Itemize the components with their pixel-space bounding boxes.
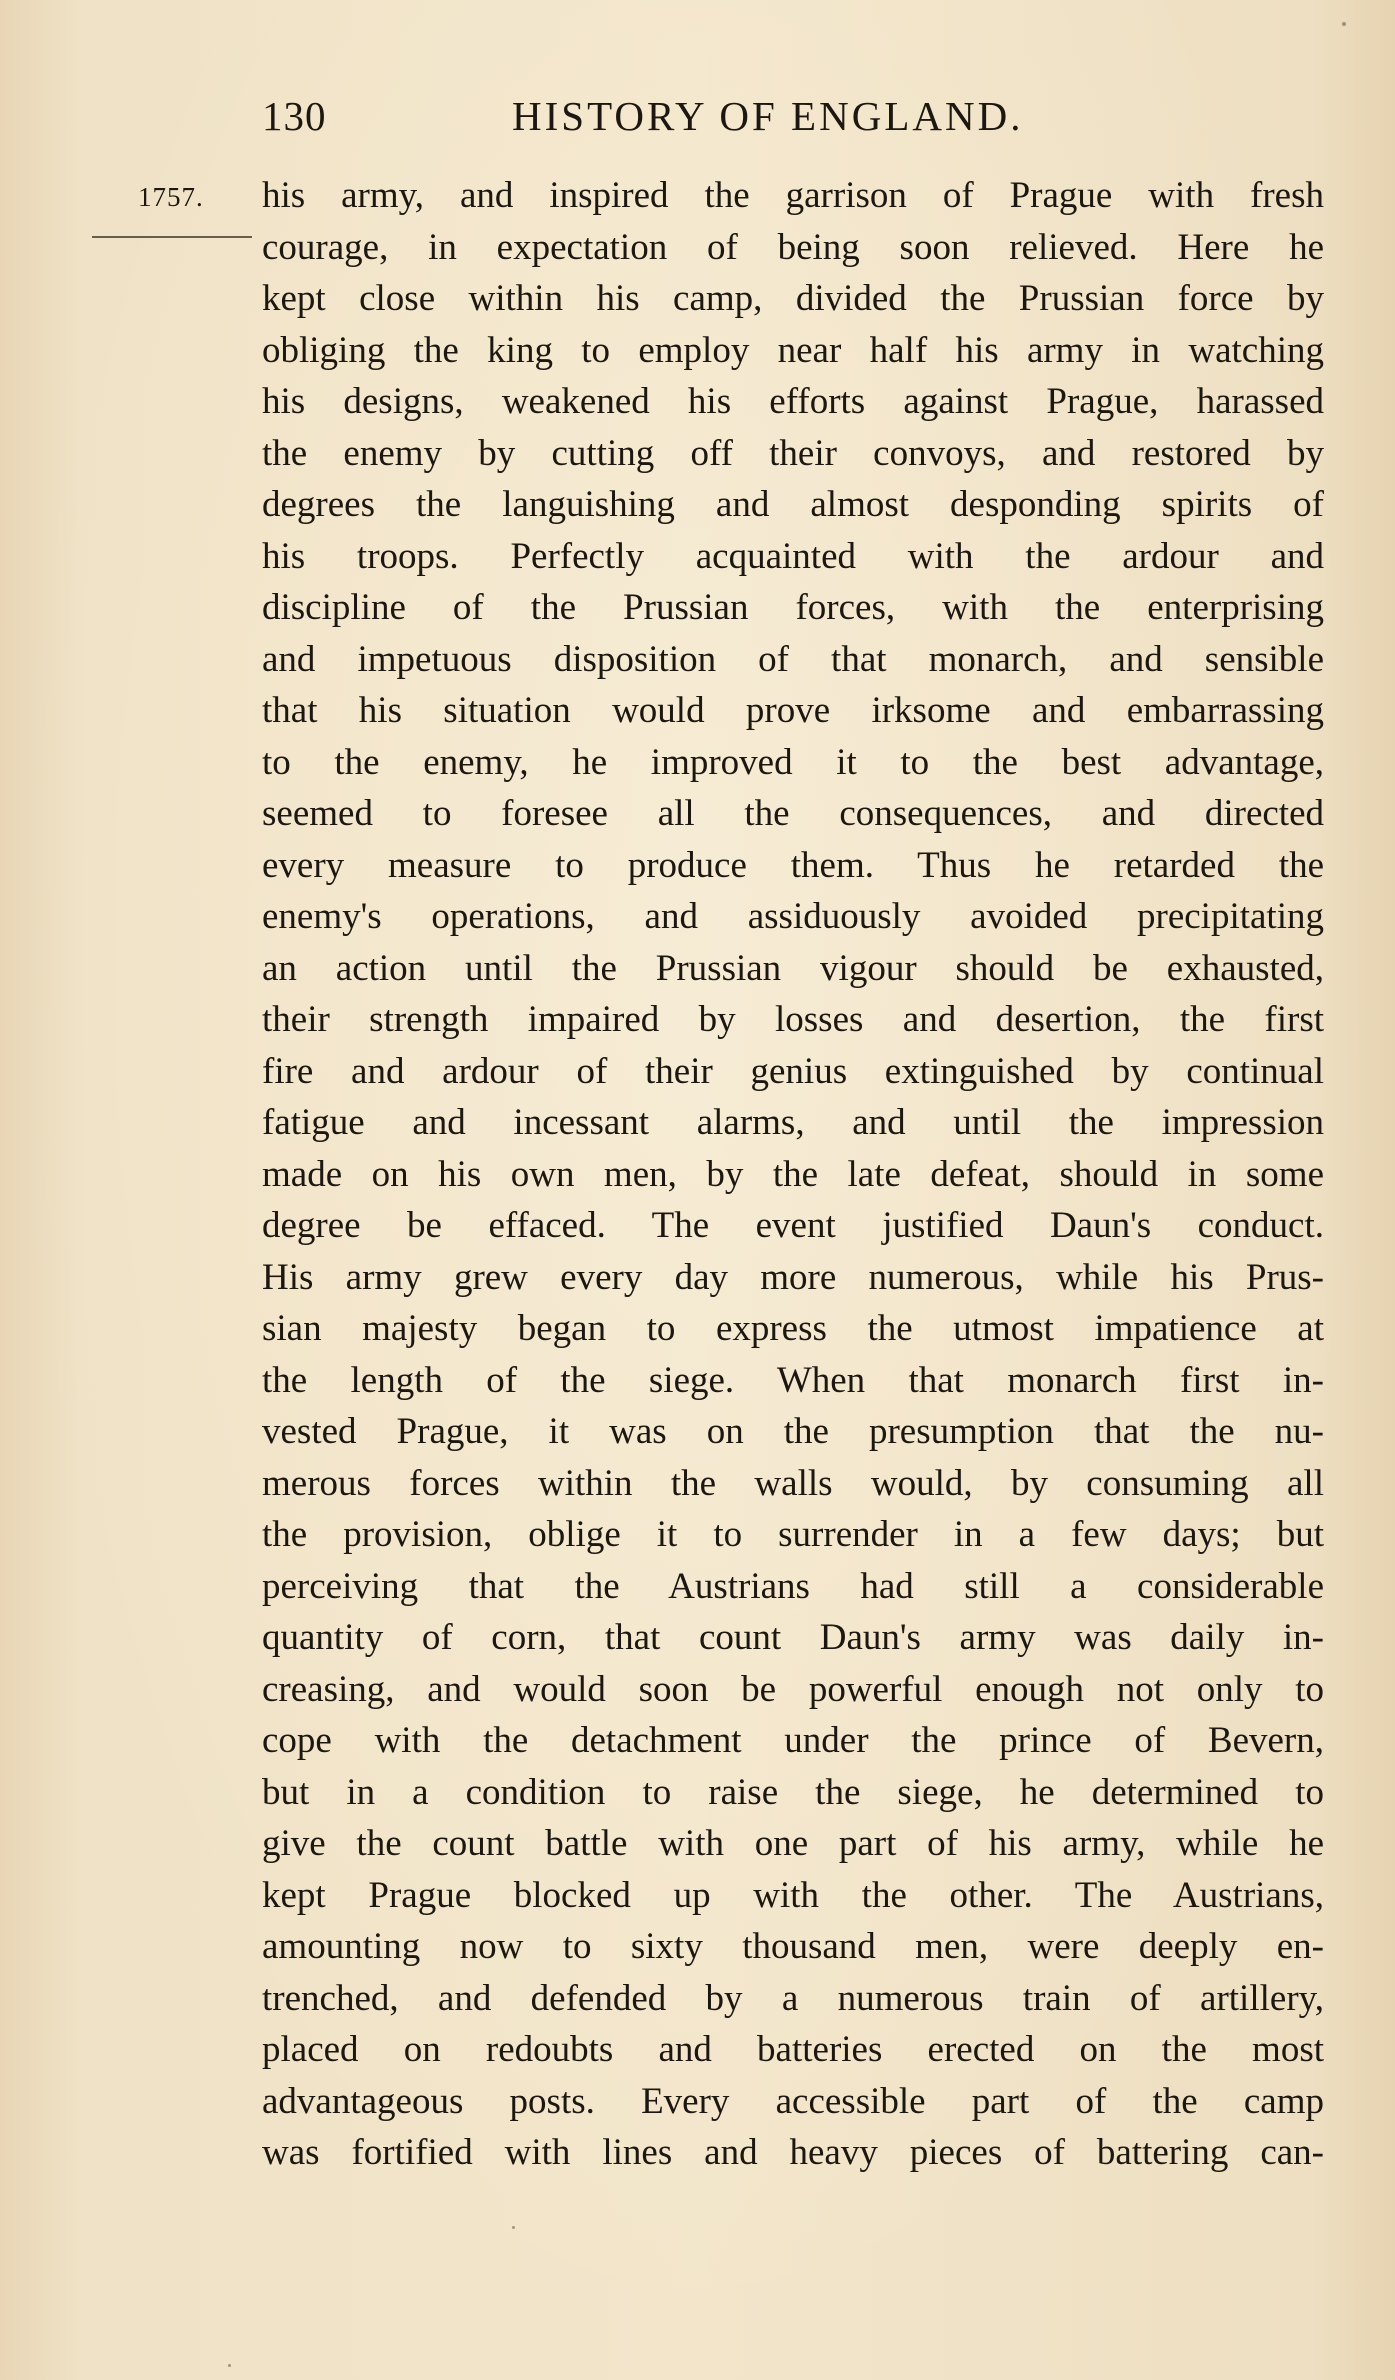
paper-speck [1342, 22, 1346, 26]
text-line: give the count battle with one part of his army, while he [262, 1823, 1324, 1864]
margin-year-note: 1757. [138, 182, 204, 212]
text-line: made on his own men, by the late defeat, should in some [262, 1153, 1324, 1195]
text-line: that his situation would prove irksome and embarrassing [262, 690, 1324, 731]
text-line: was fortified with lines and heavy pieces of battering can- [262, 2132, 1324, 2173]
text-line: kept close within his camp, divided the Prussian force by [262, 278, 1324, 319]
text-line: obliging the king to employ near half his army in watching [262, 329, 1324, 371]
text-line: his designs, weakened his efforts against Prague, harassed [262, 381, 1324, 422]
running-head [262, 92, 1322, 152]
text-line: courage, in expectation of being soon relieved. Here he [262, 226, 1324, 268]
paper-speck [512, 2226, 515, 2229]
text-line: vested Prague, it was on the presumption that the nu- [262, 1411, 1324, 1452]
text-line: degree be effaced. The event justified Daun's conduct. [262, 1205, 1324, 1246]
text-line: fatigue and incessant alarms, and until the impression [262, 1102, 1324, 1143]
paper-speck [228, 2364, 231, 2367]
text-line: creasing, and would soon be powerful enough not only to [262, 1668, 1324, 1710]
margin-rule [92, 236, 252, 238]
text-line: an action until the Prussian vigour should be exhausted, [262, 947, 1324, 989]
text-line: enemy's operations, and assiduously avoided precipitating [262, 896, 1324, 937]
body-text [262, 170, 1324, 2179]
text-line: quantity of corn, that count Daun's army was daily in- [262, 1617, 1324, 1658]
text-line: the length of the siege. When that monarch first in- [262, 1359, 1324, 1401]
text-line: perceiving that the Austrians had still a considerable [262, 1565, 1324, 1607]
text-line: their strength impaired by losses and desertion, the first [262, 999, 1324, 1040]
page-number: 130 [262, 93, 327, 139]
text-line: the provision, oblige it to surrender in a few days; but [262, 1514, 1324, 1555]
text-line: kept Prague blocked up with the other. The Austrians, [262, 1874, 1324, 1916]
text-line: fire and ardour of their genius extinguished by continual [262, 1050, 1324, 1092]
text-line: every measure to produce them. Thus he retarded the [262, 844, 1324, 886]
text-line: His army grew every day more numerous, while his Prus- [262, 1256, 1324, 1298]
text-line: merous forces within the walls would, by consuming all [262, 1462, 1324, 1504]
page-title: HISTORY OF ENGLAND. [512, 93, 1024, 139]
text-line: his troops. Perfectly acquainted with the ardour and [262, 535, 1324, 577]
text-line: to the enemy, he improved it to the best advantage, [262, 741, 1324, 783]
text-line: discipline of the Prussian forces, with the enterprising [262, 587, 1324, 628]
text-line: trenched, and defended by a numerous train of artillery, [262, 1977, 1324, 2019]
text-line: seemed to foresee all the consequences, and directed [262, 793, 1324, 834]
text-line: placed on redoubts and batteries erected on the most [262, 2029, 1324, 2070]
text-line: and impetuous disposition of that monarch, and sensible [262, 638, 1324, 680]
text-line: the enemy by cutting off their convoys, and restored by [262, 432, 1324, 474]
text-line: amounting now to sixty thousand men, were deeply en- [262, 1926, 1324, 1967]
text-line: advantageous posts. Every accessible part of the camp [262, 2080, 1324, 2122]
text-line: degrees the languishing and almost desponding spirits of [262, 484, 1324, 525]
text-line: his army, and inspired the garrison of Prague with fresh [262, 175, 1324, 216]
text-line: but in a condition to raise the siege, he determined to [262, 1771, 1324, 1813]
text-line: sian majesty began to express the utmost impatience at [262, 1308, 1324, 1349]
text-line: cope with the detachment under the prince of Bevern, [262, 1720, 1324, 1761]
